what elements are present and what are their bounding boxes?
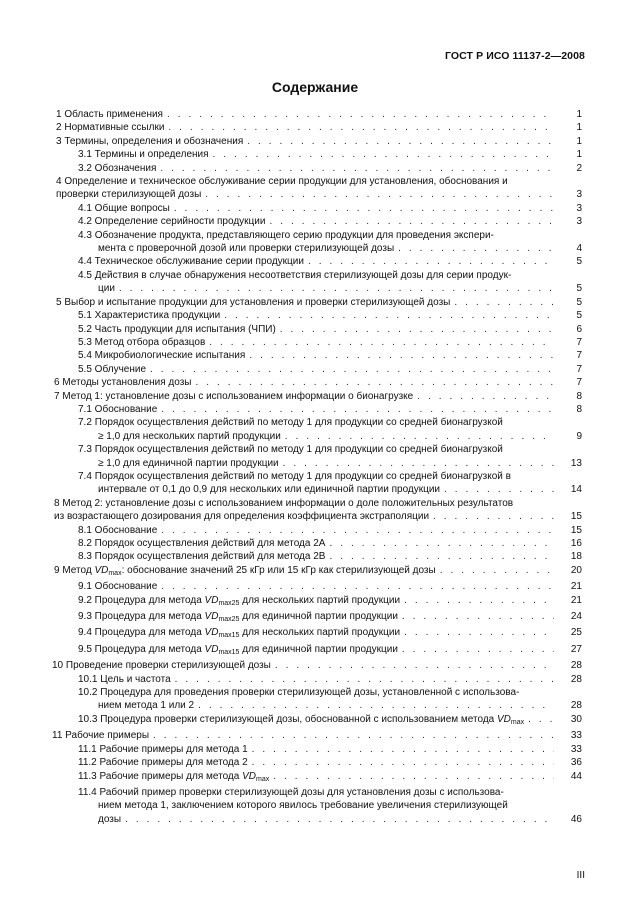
toc-entry-number: 3.1 <box>78 149 92 161</box>
document-header: ГОСТ Р ИСО 11137-2—2008 <box>444 50 585 62</box>
toc-entry-number: 8.3 <box>78 551 92 563</box>
leader-dots <box>174 202 554 215</box>
toc-entry-text: 5.5 Облучение <box>78 363 147 375</box>
toc-entry-number: 10.3 <box>78 713 98 725</box>
leader-dots <box>150 363 554 376</box>
toc-entry-number: 11.4 <box>78 786 97 798</box>
toc-page-number: 7 <box>576 377 582 389</box>
toc-entry[interactable] <box>52 215 582 228</box>
toc-entry-text: 4 Определение и техническое обслуживание серии продукции для установления, обоснования и <box>56 176 508 188</box>
toc-entry[interactable] <box>52 610 582 626</box>
toc-page-number: 5 <box>576 296 582 308</box>
toc-entry-text: 8.3 Порядок осуществления действий для метода 2В <box>78 551 326 563</box>
toc-entry-text: 9 Метод $VD_{max}$: обоснование значений 25 кГр или 15 кГр как стерилизующей дозы <box>54 564 436 577</box>
toc-entry[interactable] <box>52 309 582 322</box>
leader-dots <box>175 673 554 686</box>
leader-dots <box>247 135 554 148</box>
toc-entry-text: 4.5 Действия в случае обнаружения несоответствия стерилизующей дозы для серии продук- <box>78 269 512 281</box>
leader-dots <box>168 121 554 134</box>
toc-entry-number: 10.2 <box>78 687 98 699</box>
toc-page-number: 3 <box>576 202 582 214</box>
toc-page-number: 8 <box>576 403 582 415</box>
toc-entry-number: 6 <box>54 377 60 389</box>
toc-entry-text: 1 Область применения <box>56 109 163 120</box>
toc-entry-number: 8.1 <box>78 524 92 536</box>
toc-entry-number: 9.4 <box>78 627 92 639</box>
toc-entry-text: 3 Термины, определения и обозначения <box>56 135 244 147</box>
toc-entry-text: 5.1 Характеристика продукции <box>78 310 221 322</box>
toc-entry-number: 5.2 <box>78 323 92 335</box>
toc-entry[interactable] <box>52 349 582 362</box>
toc-entry-number: 11 <box>52 730 63 742</box>
toc-entry[interactable] <box>52 443 582 470</box>
toc-entry-text: 5.2 Часть продукции для испытания (ЧПИ) <box>78 323 276 335</box>
toc-entry-text: ции <box>98 283 115 295</box>
toc-entry-number: 3.2 <box>78 162 92 174</box>
toc-page-number: 2 <box>576 162 582 174</box>
toc-entry[interactable] <box>52 524 582 537</box>
toc-entry[interactable] <box>52 162 582 175</box>
toc-entry-number: 9.2 <box>78 594 92 606</box>
toc-entry-number: 5.4 <box>78 350 92 362</box>
toc-entry-number: 5.3 <box>78 336 92 348</box>
leader-dots <box>119 282 554 295</box>
toc-entry-text: 5 Выбор и испытание продукции для установления и проверки стерилизующей дозы <box>56 296 451 308</box>
toc-page-number: 21 <box>570 594 582 606</box>
leader-dots <box>167 108 554 121</box>
toc-page-number: 14 <box>570 484 582 496</box>
toc-entry[interactable] <box>52 323 582 336</box>
toc-entry-number: 4.3 <box>78 229 92 241</box>
toc-entry-number: 4.5 <box>78 269 92 281</box>
toc-entry-number: 7.3 <box>78 444 92 456</box>
leader-dots <box>454 296 554 309</box>
toc-entry-text: интервале от 0,1 до 0,9 для нескольких или единичной партии продукции <box>98 484 441 496</box>
toc-entry[interactable] <box>52 713 582 729</box>
toc-entry-text: 5.3 Метод отбора образцов <box>78 336 206 348</box>
toc-entry[interactable] <box>52 580 582 593</box>
toc-page-number: 1 <box>576 149 582 161</box>
toc-entry[interactable] <box>52 255 582 268</box>
toc-page-number: 44 <box>570 770 582 782</box>
toc-page-number: 25 <box>570 627 582 639</box>
toc-entry-number: 5 <box>56 296 62 308</box>
leader-dots <box>329 550 554 563</box>
toc-entry[interactable] <box>52 756 582 769</box>
toc-entry[interactable] <box>52 175 582 202</box>
toc-entry-text: 6 Методы установления дозы <box>54 377 192 389</box>
toc-page-number: 8 <box>576 390 582 402</box>
toc-entry-number: 10 <box>52 660 64 672</box>
toc-entry-text: 8.2 Порядок осуществления действий для метода 2А <box>78 538 326 549</box>
leader-dots <box>195 376 554 389</box>
toc-entry[interactable] <box>52 336 582 349</box>
toc-entry-number: 11.1 <box>78 743 97 755</box>
toc-entry[interactable] <box>52 376 582 389</box>
toc-entry[interactable] <box>52 550 582 563</box>
toc-entry-text: 10.3 Процедура проверки стерилизующей дозы, обоснованной с использованием метода $VD_{max}$ <box>78 713 525 726</box>
toc-entry-text: 7.2 Порядок осуществления действий по методу 1 для продукции со средней бионагрузкой <box>78 417 503 429</box>
toc-entry-text: 8 Метод 2: установление дозы с использованием информации о доле положительных результатов <box>54 497 514 509</box>
toc-entry[interactable] <box>52 296 582 309</box>
toc-entry-number: 2 <box>56 122 62 134</box>
toc-entry-number: 3 <box>56 135 62 147</box>
toc-entry[interactable] <box>52 229 582 256</box>
toc-entry-text: 9.1 Обоснование <box>78 581 158 593</box>
toc-entry-number: 9.1 <box>78 581 92 593</box>
toc-entry[interactable] <box>52 729 582 742</box>
toc-page-number: 15 <box>570 524 582 536</box>
page-title: Содержание <box>271 79 359 95</box>
leader-dots <box>417 390 554 403</box>
toc-entry[interactable] <box>52 594 582 610</box>
leader-dots <box>404 594 554 607</box>
toc-entry-number: 5.1 <box>78 310 92 322</box>
toc-entry[interactable] <box>52 659 582 672</box>
toc-entry-number: 9 <box>54 564 60 576</box>
toc-entry[interactable] <box>52 390 582 403</box>
leader-dots <box>213 148 554 161</box>
leader-dots <box>404 626 554 639</box>
toc-entry[interactable] <box>52 135 582 148</box>
toc-entry-number: 10.1 <box>78 673 98 685</box>
leader-dots <box>280 323 554 336</box>
toc-entry-text: 7 Метод 1: установление дозы с использованием информации о бионагрузке <box>54 390 414 402</box>
leader-dots <box>269 215 554 228</box>
leader-dots <box>308 255 554 268</box>
toc-page-number: 28 <box>570 700 582 712</box>
leader-dots <box>198 699 554 712</box>
leader-dots <box>249 349 554 362</box>
toc-page-number: 21 <box>570 581 582 593</box>
toc-entry-number: 4.2 <box>78 216 92 228</box>
leader-dots <box>252 743 554 756</box>
toc-entry-text: 11.1 Рабочие примеры для метода 1 <box>78 743 248 755</box>
leader-dots <box>161 580 554 593</box>
toc-entry-text: 9.5 Процедура для метода $VD_{max15}$ для единичной партии продукции <box>78 643 398 656</box>
toc-page-number: 9 <box>576 430 582 442</box>
toc-entry-text: 9.2 Процедура для метода $VD_{max25}$ для нескольких партий продукции <box>78 594 401 607</box>
toc-entry[interactable] <box>52 416 582 443</box>
toc-entry-text: ≥ 1,0 для нескольких партий продукции <box>98 430 281 442</box>
toc-entry-number: 4.1 <box>78 202 92 214</box>
toc-entry-number: 7.1 <box>78 403 92 415</box>
toc-entry[interactable] <box>52 269 582 296</box>
toc-page-number: 16 <box>570 538 582 549</box>
toc-entry-number: 1 <box>56 109 62 120</box>
toc-entry-number: 9.5 <box>78 643 92 655</box>
toc-page-number: 7 <box>576 363 582 375</box>
toc-entry[interactable] <box>52 148 582 161</box>
toc-entry-text: 11.3 Рабочие примеры для метода $VD_{max}$ <box>78 770 270 783</box>
toc-page-number: 5 <box>576 310 582 322</box>
toc-entry-number: 11.2 <box>78 757 97 769</box>
toc-entry[interactable] <box>52 202 582 215</box>
toc-page-number: 3 <box>576 216 582 228</box>
toc-entry[interactable] <box>52 770 582 786</box>
leader-dots <box>160 162 554 175</box>
toc-page-number: 30 <box>570 713 582 725</box>
toc-entry-number: 4.4 <box>78 256 92 268</box>
toc-entry-number: 9.3 <box>78 611 92 623</box>
toc-page-number: 46 <box>570 813 582 825</box>
toc-entry-text: 2 Нормативные ссылки <box>56 122 165 134</box>
toc-entry[interactable] <box>52 786 582 826</box>
toc-page-number: 5 <box>576 256 582 268</box>
leader-dots <box>161 403 554 416</box>
toc-entry-text: 4.3 Обозначение продукта, представляющего серию продукции для проведения экспери- <box>78 229 494 241</box>
toc-entry[interactable] <box>52 686 582 713</box>
toc-entry-text: нием метода 1, заключением которого явилось требование увеличения стерилизующей <box>98 800 508 812</box>
leader-dots <box>209 336 554 349</box>
toc-entry[interactable] <box>52 497 582 524</box>
leader-dots <box>275 659 554 672</box>
leader-dots <box>283 457 554 470</box>
leader-dots <box>402 610 554 623</box>
toc-page-number: 1 <box>576 109 582 120</box>
toc-entry[interactable] <box>52 743 582 756</box>
toc-entry-text: проверки стерилизующей дозы <box>56 189 202 201</box>
toc-entry-text: 9.4 Процедура для метода $VD_{max15}$ для нескольких партий продукции <box>78 627 401 640</box>
toc-entry-text: 4.2 Определение серийности продукции <box>78 216 266 228</box>
toc-entry-number: 4 <box>56 176 62 188</box>
toc-entry-text: 4.4 Техническое обслуживание серии продукции <box>78 256 304 268</box>
toc-entry-text: 10.2 Процедура для проведения проверки стерилизующей дозы, установленной с использова- <box>78 687 520 699</box>
leader-dots <box>444 483 554 496</box>
toc-entry[interactable] <box>52 564 582 580</box>
leader-dots <box>125 813 554 826</box>
toc-entry-number: 7.4 <box>78 470 92 482</box>
toc-page-number: 33 <box>570 743 582 755</box>
toc-entry-text: 10.1 Цель и частота <box>78 673 171 685</box>
toc-entry[interactable] <box>52 643 582 659</box>
leader-dots <box>398 242 554 255</box>
toc-entry-text: 11 Рабочие примеры <box>52 730 150 742</box>
toc-entry-text: дозы <box>98 813 122 825</box>
toc-page-number: 13 <box>570 457 582 469</box>
toc-entry-number: 8 <box>54 497 60 509</box>
toc-entry[interactable] <box>52 363 582 376</box>
leader-dots <box>205 188 554 201</box>
toc-page-number: 18 <box>570 551 582 563</box>
leader-dots <box>433 510 554 523</box>
toc-entry-text: 5.4 Микробиологические испытания <box>78 350 246 362</box>
toc-page-number: 7 <box>576 350 582 362</box>
toc-entry-text: 11.2 Рабочие примеры для метода 2 <box>78 757 248 769</box>
toc-entry-number: 11.3 <box>78 770 97 782</box>
toc-page-number: 5 <box>576 283 582 295</box>
toc-page-number: 4 <box>576 243 582 255</box>
leader-dots <box>440 564 554 577</box>
toc-entry[interactable] <box>52 121 582 134</box>
toc-page-number: 7 <box>576 336 582 348</box>
toc-page-number: 33 <box>570 730 582 742</box>
toc-page-number: 1 <box>576 122 582 134</box>
toc-entry-text: 7.1 Обоснование <box>78 403 158 415</box>
toc-page-number: 15 <box>570 511 582 523</box>
leader-dots <box>528 713 554 726</box>
toc-entry-text: 3.2 Обозначения <box>78 162 157 174</box>
toc-page-number: 28 <box>570 660 582 672</box>
leader-dots <box>161 524 554 537</box>
leader-dots <box>252 756 554 769</box>
toc-entry-text: 8.1 Обоснование <box>78 524 158 536</box>
toc-entry-text: 3.1 Термины и определения <box>78 149 209 161</box>
toc-entry-text: 9.3 Процедура для метода $VD_{max25}$ для единичной партии продукции <box>78 611 398 624</box>
toc-entry-number: 8.2 <box>78 538 92 549</box>
toc-entry-text: 7.3 Порядок осуществления действий по методу 1 для продукции со средней бионагрузкой <box>78 444 503 456</box>
toc-page-number: 28 <box>570 673 582 685</box>
toc-entry-text: из возрастающего дозирования для определения коэффициента экстраполяции <box>54 511 430 523</box>
toc-entry-text: мента с проверочной дозой или проверки стерилизующей дозы <box>98 243 395 255</box>
toc-page-number: 1 <box>576 135 582 147</box>
toc-entry-text: нием метода 1 или 2 <box>98 700 195 712</box>
toc-entry-text: 7.4 Порядок осуществления действий по методу 1 для продукции со средней бионагрузкой в <box>78 470 511 482</box>
leader-dots <box>285 430 554 443</box>
toc-entry-text: ≥ 1,0 для единичной партии продукции <box>98 457 279 469</box>
toc-page-number: 3 <box>576 189 582 201</box>
leader-dots <box>329 537 554 550</box>
page-number: III <box>576 870 585 881</box>
toc-entry-text: 10 Проведение проверки стерилизующей дозы <box>52 660 271 672</box>
toc-page-number: 36 <box>570 757 582 769</box>
leader-dots <box>273 770 554 783</box>
toc-entry-number: 7.2 <box>78 417 92 429</box>
toc-entry-number: 7 <box>54 390 60 402</box>
toc-entry-text: 4.1 Общие вопросы <box>78 202 170 214</box>
toc-page-number: 20 <box>570 564 582 576</box>
toc-page-number: 6 <box>576 323 582 335</box>
table-of-contents <box>52 108 582 826</box>
leader-dots <box>402 643 554 656</box>
toc-page-number: 27 <box>570 643 582 655</box>
toc-entry[interactable] <box>52 537 582 550</box>
toc-entry[interactable] <box>52 403 582 416</box>
toc-entry[interactable] <box>52 108 582 121</box>
toc-entry[interactable] <box>52 673 582 686</box>
toc-page-number: 24 <box>570 611 582 623</box>
leader-dots <box>224 309 554 322</box>
toc-entry[interactable] <box>52 626 582 642</box>
leader-dots <box>153 729 554 742</box>
toc-entry-text: 11.4 Рабочий пример проверки стерилизующей дозы для установления дозы с использова- <box>78 786 504 798</box>
toc-entry[interactable] <box>52 470 582 497</box>
toc-entry-number: 5.5 <box>78 363 92 375</box>
